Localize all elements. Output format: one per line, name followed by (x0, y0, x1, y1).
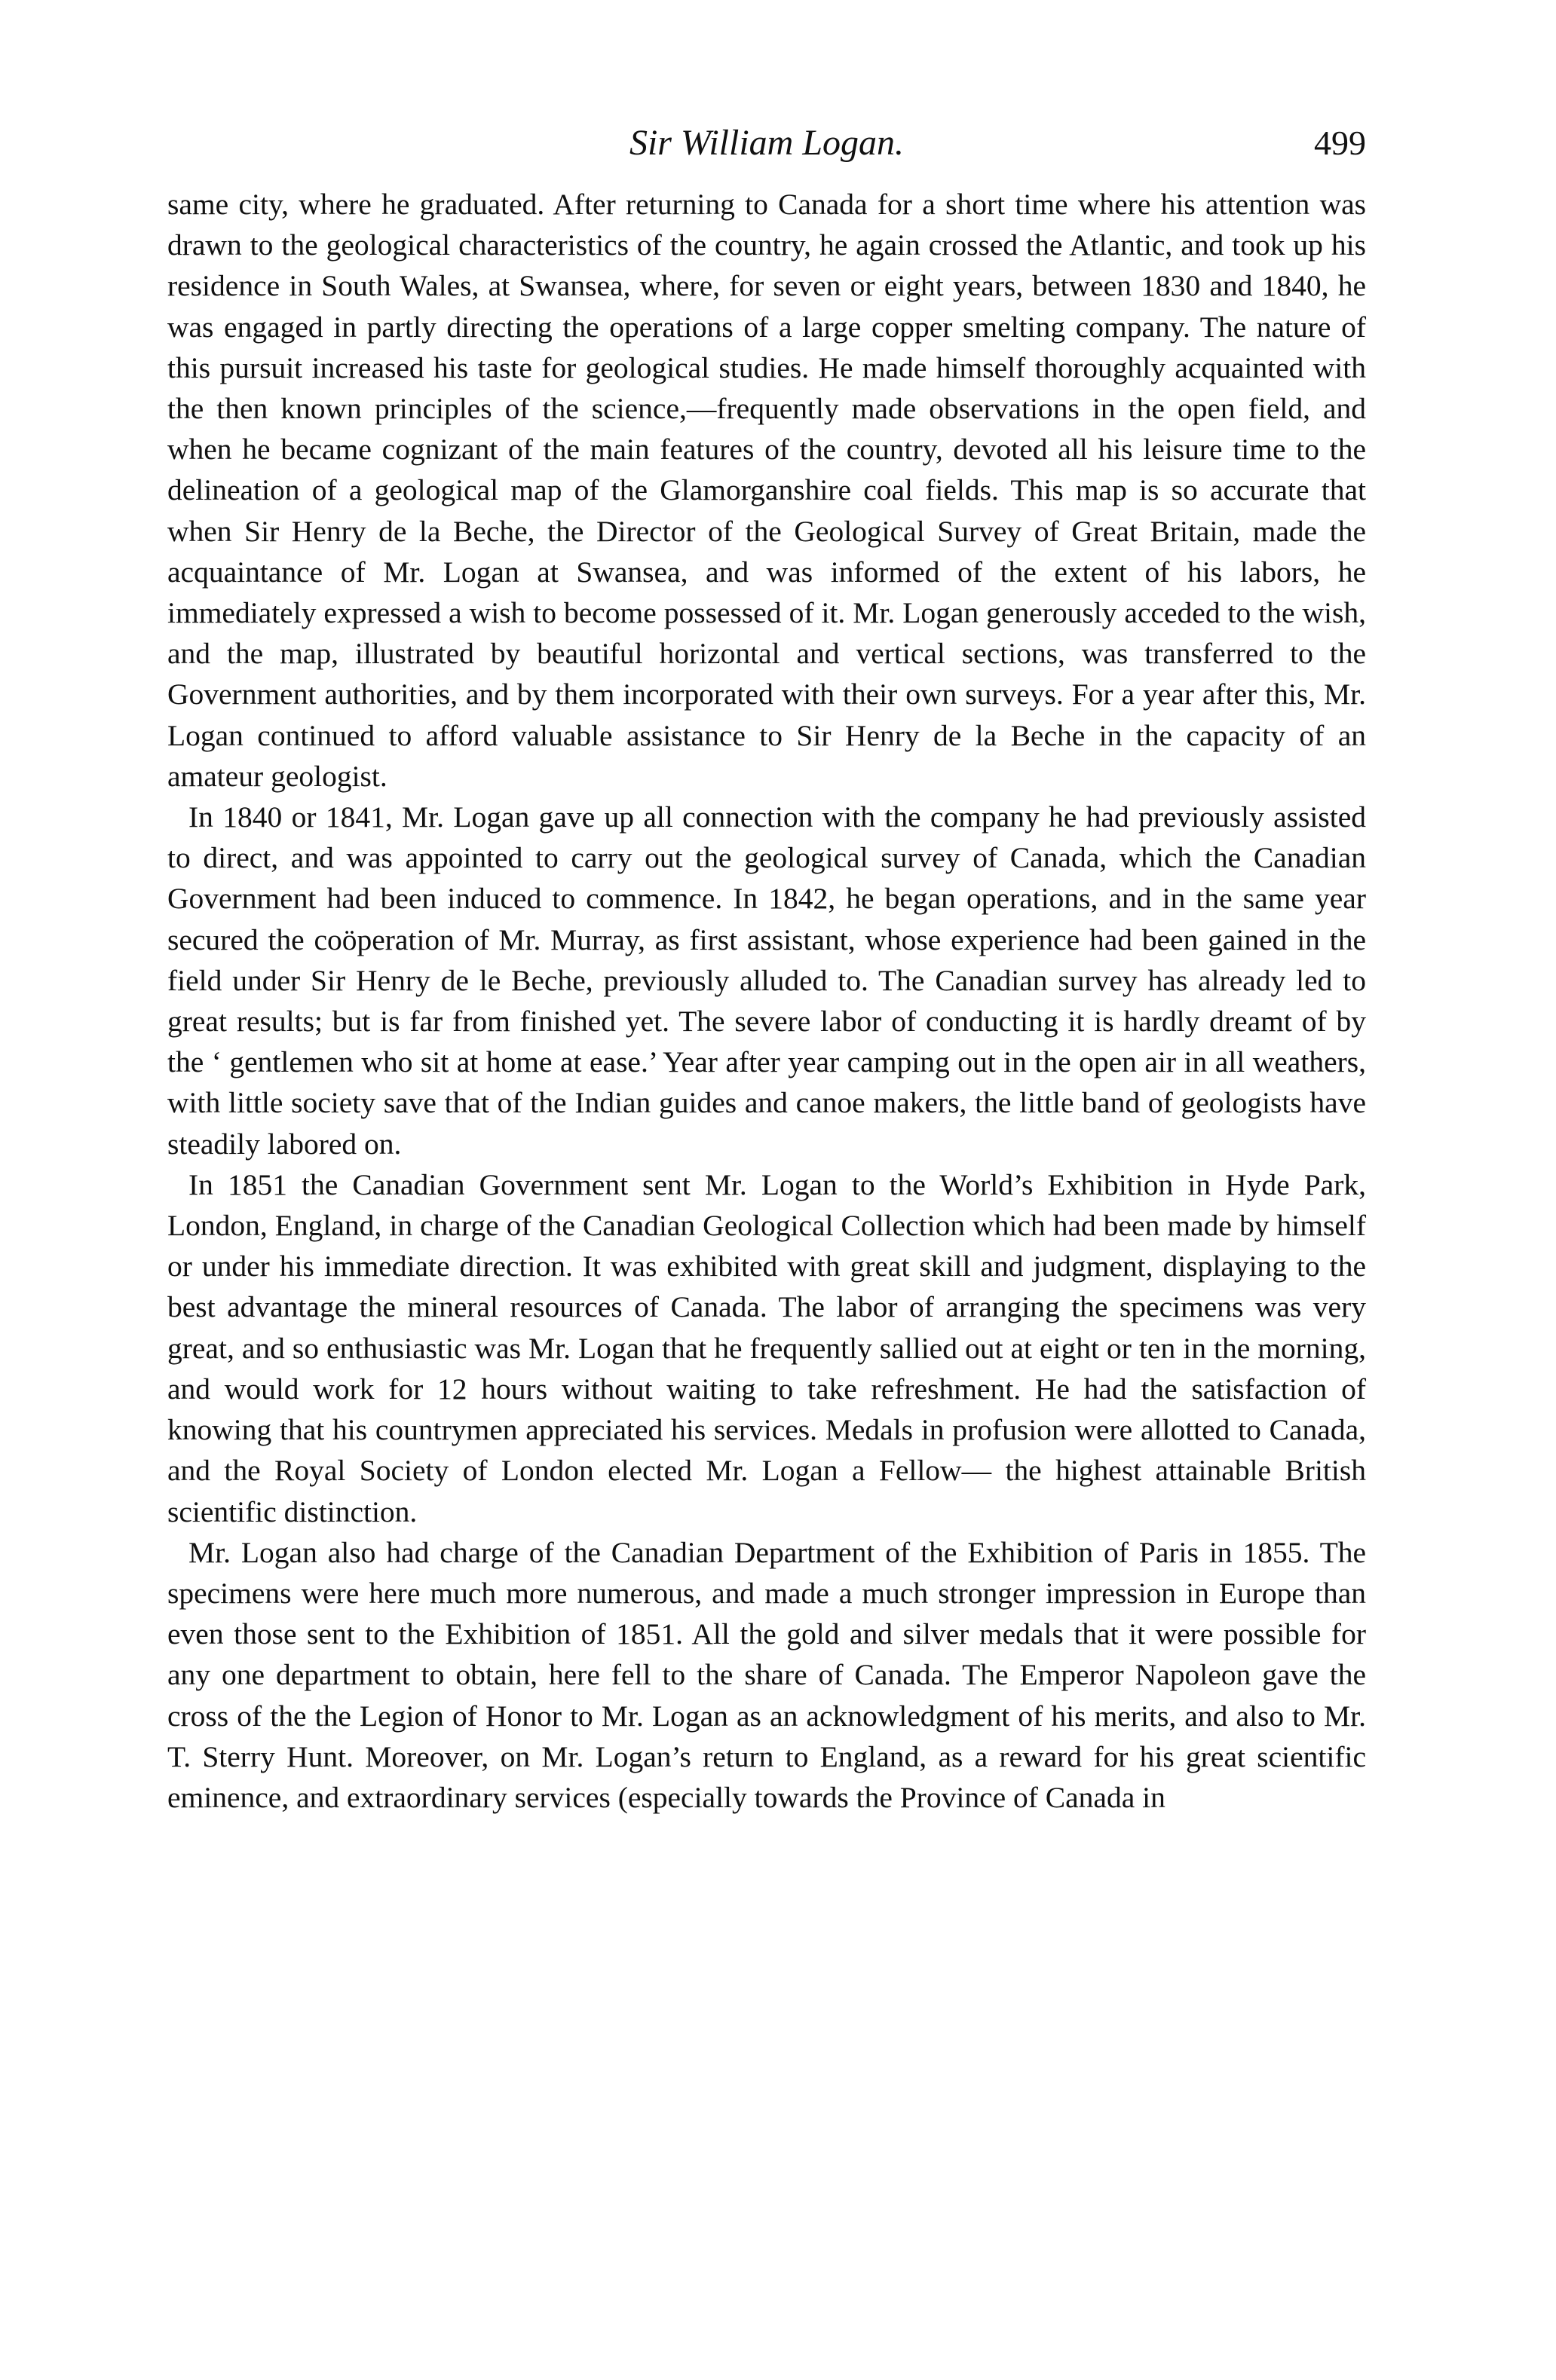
page-number: 499 (1314, 124, 1366, 162)
paragraph-paris-exhibition: Mr. Logan also had charge of the Canadian Department of the Exhibition of Paris in 1855. The specimens were here much more numerous, and made a much stronger impression in Europe than even those sent to the Exhibition of 1851. All the gold and silver medals that it were possible for any one department to obtain, here fell to the share of Canada. The Emperor Napoleon gave the cross of the the Legion of Honor to Mr. Logan as an acknowledgment of his merits, and also to Mr. T. Sterry Hunt. Moreover, on Mr. Logan’s return to England, as a reward for his great scientific eminence, and extraordinary services (especially towards the Province of Canada in (167, 1535, 1366, 1814)
body-text (167, 184, 1366, 1818)
running-title: Sir William Logan. (629, 123, 905, 163)
book-page (167, 113, 1366, 1818)
paragraph-continuation: same city, where he graduated. After returning to Canada for a short time where his attention was drawn to the geological characteristics of the country, he again crossed the Atlantic, and took up his residence in South Wales, at Swansea, where, for seven or eight years, between 1830 and 1840, he was engaged in partly directing the operations of a large copper smelting company. The nature of this pursuit increased his taste for geological studies. He made himself thoroughly acquainted with the then known principles of the science,—frequently made observations in the open field, and when he became cognizant of the main features of the country, devoted all his leisure time to the delineation of a geological map of the Glamorganshire coal fields. This map is so accurate that when Sir Henry de la Beche, the Director of the Geological Survey of Great Britain, made the acquaintance of Mr. Logan at Swansea, and was informed of the extent of his labors, he immediately expressed a wish to become possessed of it. Mr. Logan generously acceded to the wish, and the map, illustrated by beautiful horizontal and vertical sections, was transferred to the Government authorities, and by them incorporated with their own surveys. For a year after this, Mr. Logan continued to afford valuable assistance to Sir Henry de la Beche in the capacity of an amateur geologist. (167, 188, 1366, 793)
page-header (167, 113, 1366, 173)
paragraph-survey-of-canada: In 1840 or 1841, Mr. Logan gave up all connection with the company he had previously assisted to direct, and was appointed to carry out the geological survey of Canada, which the Canadian Government had been induced to commence. In 1842, he began operations, and in the same year secured the coöperation of Mr. Murray, as first assistant, whose experience had been gained in the field under Sir Henry de le Beche, previously alluded to. The Canadian survey has already led to great results; but is far from finished yet. The severe labor of conducting it is hardly dreamt of by the ‘ gentlemen who sit at home at ease.’ Year after year camping out in the open air in all weathers, with little society save that of the Indian guides and canoe makers, the little band of geologists have steadily labored on. (167, 800, 1366, 1161)
paragraph-london-exhibition: In 1851 the Canadian Government sent Mr. Logan to the World’s Exhibition in Hyde Park, London, England, in charge of the Canadian Geological Collection which had been made by himself or under his immediate direction. It was exhibited with great skill and judgment, displaying to the best advantage the mineral resources of Canada. The labor of arranging the specimens was very great, and so enthusiastic was Mr. Logan that he frequently sallied out at eight or ten in the morning, and would work for 12 hours without waiting to take refreshment. He had the satisfaction of knowing that his countrymen appreciated his services. Medals in profusion were allotted to Canada, and the Royal Society of London elected Mr. Logan a Fellow— the highest attainable British scientific distinction. (167, 1167, 1366, 1528)
